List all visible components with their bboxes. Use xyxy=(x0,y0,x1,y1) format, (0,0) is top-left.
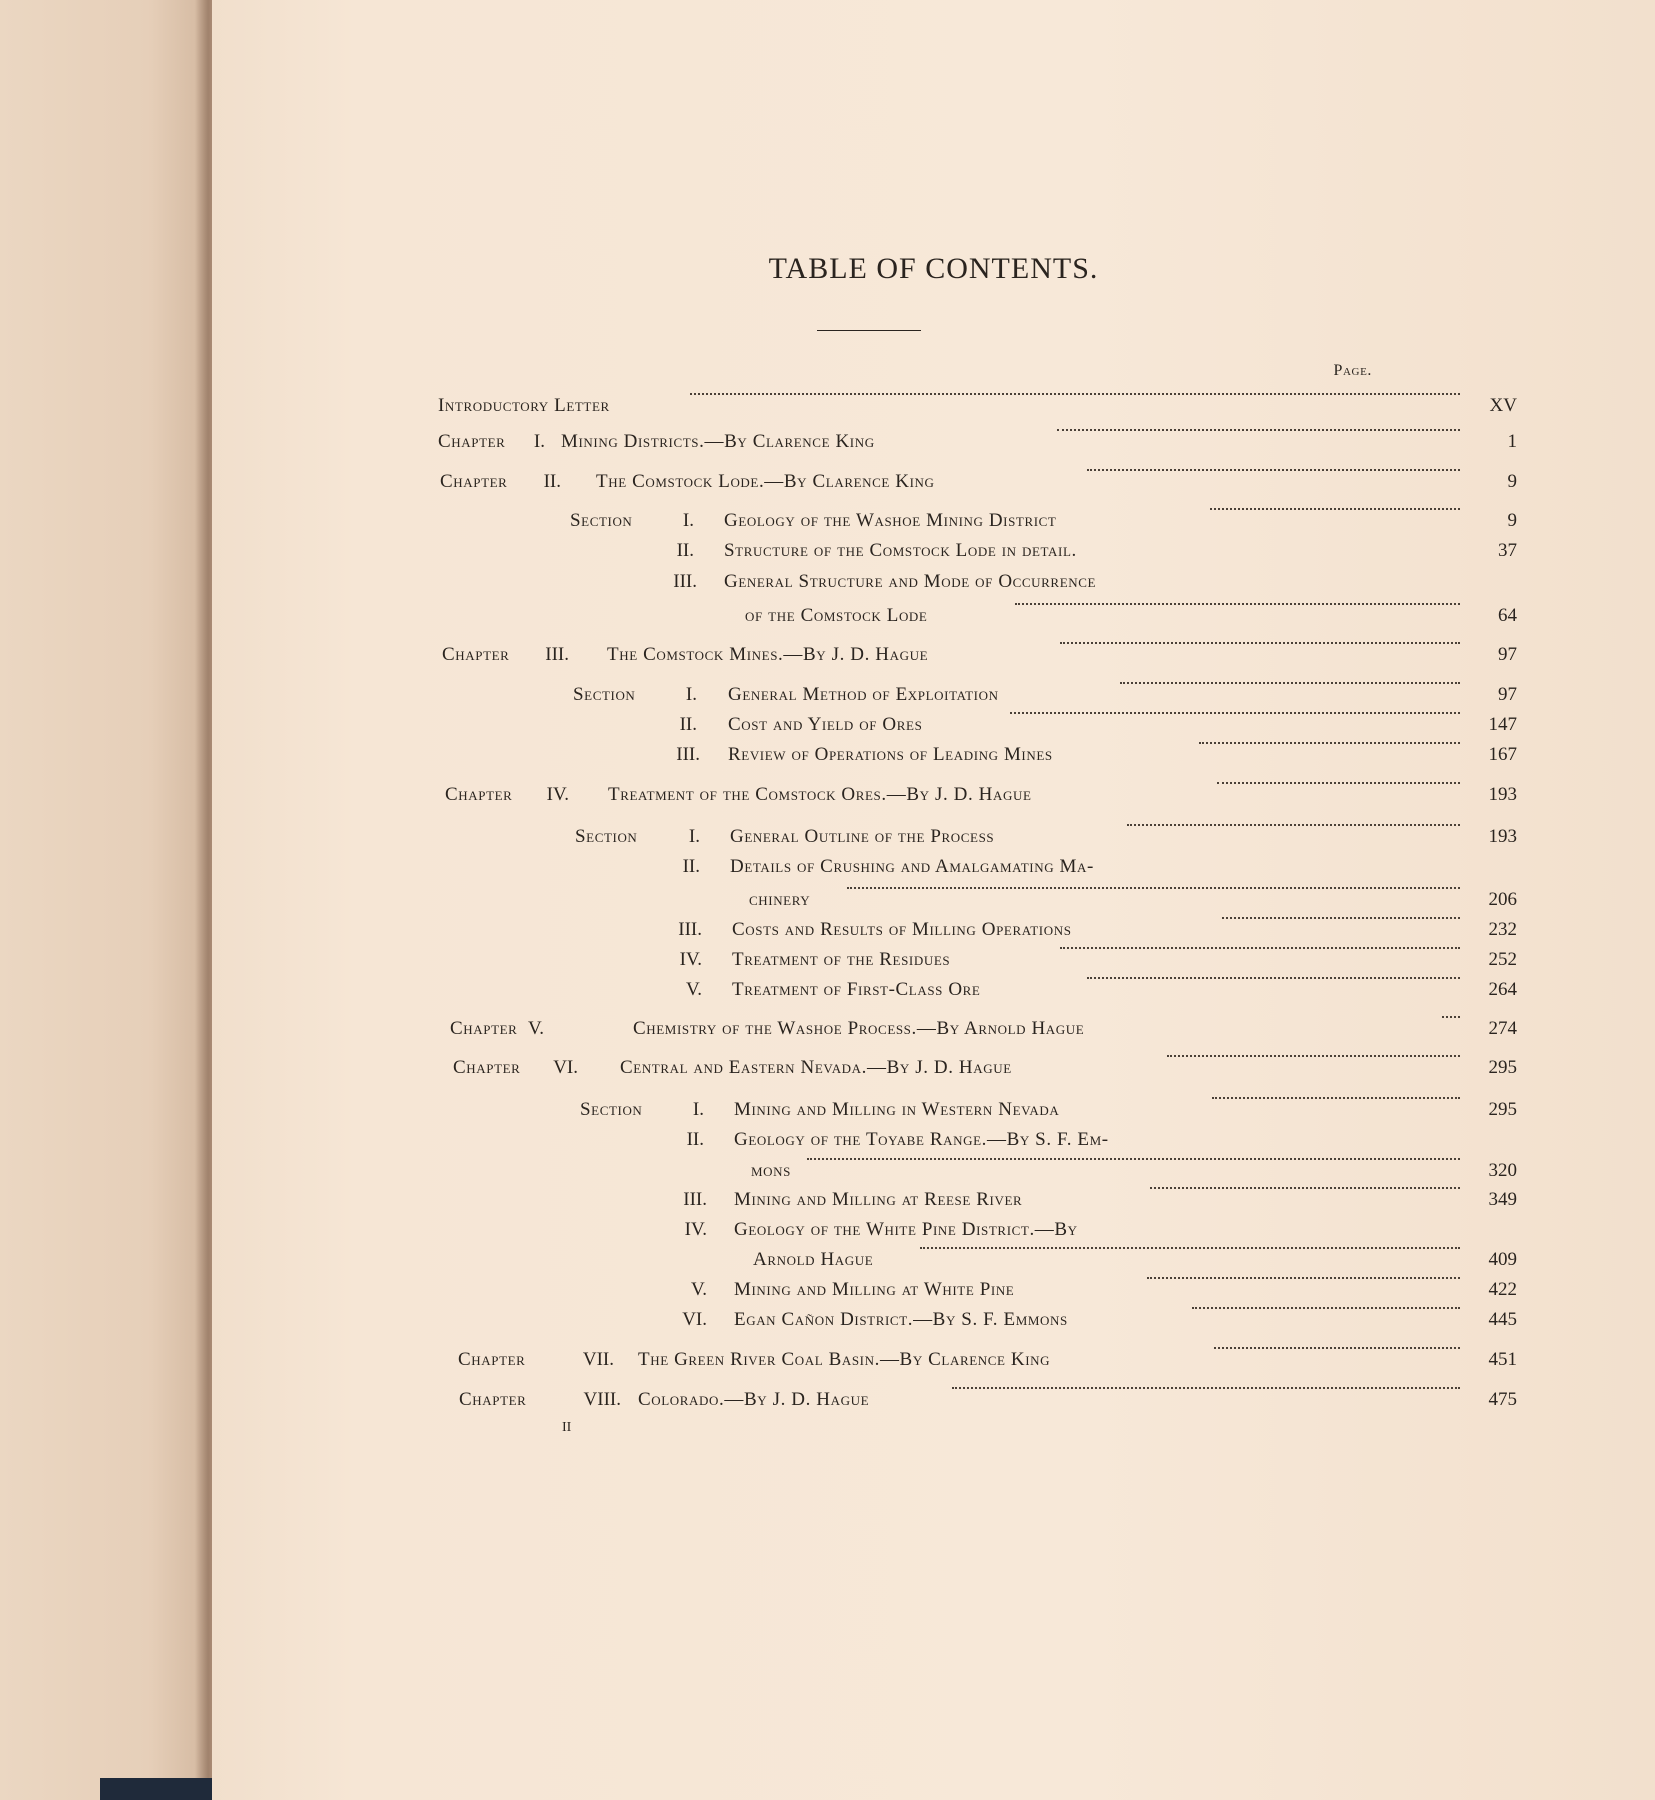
section-number: V. xyxy=(690,1279,707,1300)
toc-entry-chapter-1[interactable] xyxy=(212,429,1655,455)
cover-edge xyxy=(100,1778,220,1800)
entry-title: Mining and Milling in Western Nevada xyxy=(734,1099,1060,1120)
dot-leader xyxy=(807,1158,1460,1160)
chapter-number: VIII. xyxy=(583,1389,621,1410)
entry-title: Structure of the Comstock Lode in detail. xyxy=(724,540,1077,561)
section-number: I. xyxy=(688,826,700,847)
section-number: II. xyxy=(676,540,694,561)
entry-text: chinery xyxy=(749,889,811,910)
dot-leader xyxy=(1087,977,1460,979)
page-number: XV xyxy=(1489,395,1517,416)
dot-leader xyxy=(1150,1187,1460,1189)
toc-entry-section-2-3[interactable] xyxy=(212,569,1655,595)
toc-entry-section-6-2[interactable] xyxy=(212,1127,1655,1153)
dot-leader xyxy=(847,887,1460,889)
dot-leader xyxy=(1192,1307,1460,1309)
toc-entry-chapter-4[interactable] xyxy=(212,782,1655,808)
chapter-number: II. xyxy=(543,471,561,492)
toc-entry-continuation[interactable] xyxy=(212,1158,1655,1184)
toc-entry-chapter-5[interactable] xyxy=(212,1016,1655,1042)
entry-title: Mining and Milling at Reese River xyxy=(734,1189,1023,1210)
section-number: II. xyxy=(686,1129,704,1150)
toc-entry-section-3-2[interactable] xyxy=(212,712,1655,738)
section-number: V. xyxy=(685,979,702,1000)
entry-title: Colorado.—By J. D. Hague xyxy=(638,1389,870,1410)
section-number: I. xyxy=(682,510,694,531)
toc-entry-section-6-1[interactable] xyxy=(212,1097,1655,1123)
entry-title: Mining and Milling at White Pine xyxy=(734,1279,1015,1300)
page-number: 274 xyxy=(1488,1018,1517,1039)
toc-entry-section-4-1[interactable] xyxy=(212,824,1655,850)
chapter-label: Chapter xyxy=(440,471,508,492)
section-number: I. xyxy=(692,1099,704,1120)
signature-mark: II xyxy=(562,1420,572,1435)
toc-entry-section-3-3[interactable] xyxy=(212,742,1655,768)
entry-title: Geology of the Toyabe Range.—By S. F. Em- xyxy=(734,1129,1109,1150)
toc-entry-section-6-4[interactable] xyxy=(212,1217,1655,1243)
toc-entry-introductory-letter[interactable] xyxy=(212,393,1655,419)
dot-leader xyxy=(1015,603,1460,605)
toc-entry-section-3-1[interactable] xyxy=(212,682,1655,708)
dot-leader xyxy=(1167,1055,1460,1057)
dot-leader xyxy=(690,393,1460,395)
chapter-label: Chapter xyxy=(458,1349,526,1370)
toc-entry-section-2-1[interactable] xyxy=(212,508,1655,534)
dot-leader xyxy=(1147,1277,1460,1279)
section-number: I. xyxy=(685,684,697,705)
entry-title: Treatment of the Comstock Ores.—By J. D. Hague xyxy=(608,784,1032,805)
entry-title: The Green River Coal Basin.—By Clarence King xyxy=(638,1349,1051,1370)
section-label: Section xyxy=(580,1099,643,1120)
entry-text: of the Comstock Lode xyxy=(745,605,928,626)
dot-leader xyxy=(1214,1347,1460,1349)
page-number: 264 xyxy=(1488,979,1517,1000)
dot-leader xyxy=(1087,469,1460,471)
entry-title: Chemistry of the Washoe Process.—By Arnold Hague xyxy=(633,1018,1085,1039)
page-number: 9 xyxy=(1507,471,1517,492)
page-number: 475 xyxy=(1488,1389,1517,1410)
entry-text: mons xyxy=(751,1160,791,1181)
toc-entry-continuation[interactable] xyxy=(212,603,1655,629)
dot-leader xyxy=(952,1387,1460,1389)
page-number: 37 xyxy=(1498,540,1517,561)
section-label: Section xyxy=(573,684,636,705)
dot-leader xyxy=(1217,782,1460,784)
section-label: Section xyxy=(575,826,638,847)
chapter-number: V. xyxy=(527,1018,544,1039)
entry-title: General Outline of the Process xyxy=(730,826,995,847)
section-label: Section xyxy=(570,510,633,531)
chapter-label: Chapter xyxy=(453,1057,521,1078)
dot-leader xyxy=(1060,947,1460,949)
entry-title: Treatment of First-Class Ore xyxy=(732,979,981,1000)
entry-title: Mining Districts.—By Clarence King xyxy=(561,431,875,452)
section-number: II. xyxy=(682,856,700,877)
entry-title: Geology of the Washoe Mining District xyxy=(724,510,1057,531)
page-number: 252 xyxy=(1488,949,1517,970)
page-number: 193 xyxy=(1488,826,1517,847)
chapter-number: IV. xyxy=(546,784,569,805)
section-number: IV. xyxy=(684,1219,707,1240)
toc-entry-section-6-6[interactable] xyxy=(212,1307,1655,1333)
toc-entry-continuation[interactable] xyxy=(212,1247,1655,1273)
dot-leader xyxy=(1120,682,1460,684)
chapter-number: VII. xyxy=(582,1349,614,1370)
page-number: 445 xyxy=(1488,1309,1517,1330)
section-number: III. xyxy=(683,1189,707,1210)
chapter-label: Chapter xyxy=(445,784,513,805)
entry-title: The Comstock Mines.—By J. D. Hague xyxy=(607,644,929,665)
chapter-number: III. xyxy=(545,644,569,665)
entry-title: Geology of the White Pine District.—By xyxy=(734,1219,1078,1240)
page-number: 147 xyxy=(1488,714,1517,735)
toc-entry-chapter-3[interactable] xyxy=(212,642,1655,668)
toc-entry-section-4-2[interactable] xyxy=(212,854,1655,880)
toc-entry-section-2-2[interactable] xyxy=(212,538,1655,564)
page-number: 409 xyxy=(1488,1249,1517,1270)
entry-title: Treatment of the Residues xyxy=(732,949,951,970)
entry-title: General Method of Exploitation xyxy=(728,684,999,705)
dot-leader xyxy=(1210,508,1460,510)
page-number: 64 xyxy=(1498,605,1517,626)
page-number: 295 xyxy=(1488,1099,1517,1120)
toc-entry-section-6-5[interactable] xyxy=(212,1277,1655,1303)
entry-title: The Comstock Lode.—By Clarence King xyxy=(596,471,935,492)
section-number: II. xyxy=(679,714,697,735)
toc-entry-chapter-8[interactable] xyxy=(212,1387,1655,1413)
dot-leader xyxy=(1010,712,1460,714)
section-number: VI. xyxy=(682,1309,707,1330)
entry-title: Details of Crushing and Amalgamating Ma- xyxy=(730,856,1094,877)
section-number: III. xyxy=(678,919,702,940)
toc-entry-section-6-3[interactable] xyxy=(212,1187,1655,1213)
chapter-label: Chapter xyxy=(438,431,506,452)
entry-title: General Structure and Mode of Occurrence xyxy=(724,571,1097,592)
toc-entry-chapter-6[interactable] xyxy=(212,1055,1655,1081)
chapter-number: I. xyxy=(533,431,545,452)
left-page xyxy=(0,0,212,1800)
dot-leader xyxy=(920,1247,1460,1249)
page-number: 97 xyxy=(1498,644,1517,665)
toc-page xyxy=(212,0,1655,1800)
toc-entry-chapter-7[interactable] xyxy=(212,1347,1655,1373)
section-number: III. xyxy=(676,744,700,765)
entry-text: Arnold Hague xyxy=(753,1249,874,1270)
page-number: 349 xyxy=(1488,1189,1517,1210)
entry-title: Cost and Yield of Ores xyxy=(728,714,923,735)
page-number: 9 xyxy=(1507,510,1517,531)
dot-leader xyxy=(1212,1097,1460,1099)
page-number: 232 xyxy=(1488,919,1517,940)
toc-entry-section-4-4[interactable] xyxy=(212,947,1655,973)
entry-title: Egan Cañon District.—By S. F. Emmons xyxy=(734,1309,1068,1330)
entry-title: Review of Operations of Leading Mines xyxy=(728,744,1053,765)
entry-text: Introductory Letter xyxy=(438,395,610,416)
page-number: 193 xyxy=(1488,784,1517,805)
page-number: 422 xyxy=(1488,1279,1517,1300)
dot-leader xyxy=(1127,824,1460,826)
page-number: 451 xyxy=(1488,1349,1517,1370)
chapter-label: Chapter xyxy=(459,1389,527,1410)
section-number: III. xyxy=(673,571,697,592)
chapter-label: Chapter xyxy=(442,644,510,665)
page-number: 295 xyxy=(1488,1057,1517,1078)
dot-leader xyxy=(1199,742,1460,744)
title-rule xyxy=(817,330,921,331)
entry-title: Costs and Results of Milling Operations xyxy=(732,919,1072,940)
toc-entry-continuation[interactable] xyxy=(212,887,1655,913)
page-title: TABLE OF CONTENTS. xyxy=(768,252,1099,285)
toc-entry-chapter-2[interactable] xyxy=(212,469,1655,495)
section-number: IV. xyxy=(679,949,702,970)
dot-leader xyxy=(1057,429,1460,431)
page-number: 320 xyxy=(1488,1160,1517,1181)
page-number: 97 xyxy=(1498,684,1517,705)
toc-entry-section-4-3[interactable] xyxy=(212,917,1655,943)
page-column-header: Page. xyxy=(1333,362,1372,379)
page-number: 1 xyxy=(1507,431,1517,452)
dot-leader xyxy=(1222,917,1460,919)
entry-title: Central and Eastern Nevada.—By J. D. Hague xyxy=(620,1057,1012,1078)
chapter-number: VI. xyxy=(553,1057,578,1078)
dot-leader xyxy=(1060,642,1460,644)
page-number: 167 xyxy=(1488,744,1517,765)
toc-entry-section-4-5[interactable] xyxy=(212,977,1655,1003)
chapter-label: Chapter xyxy=(450,1018,518,1039)
page-number: 206 xyxy=(1488,889,1517,910)
